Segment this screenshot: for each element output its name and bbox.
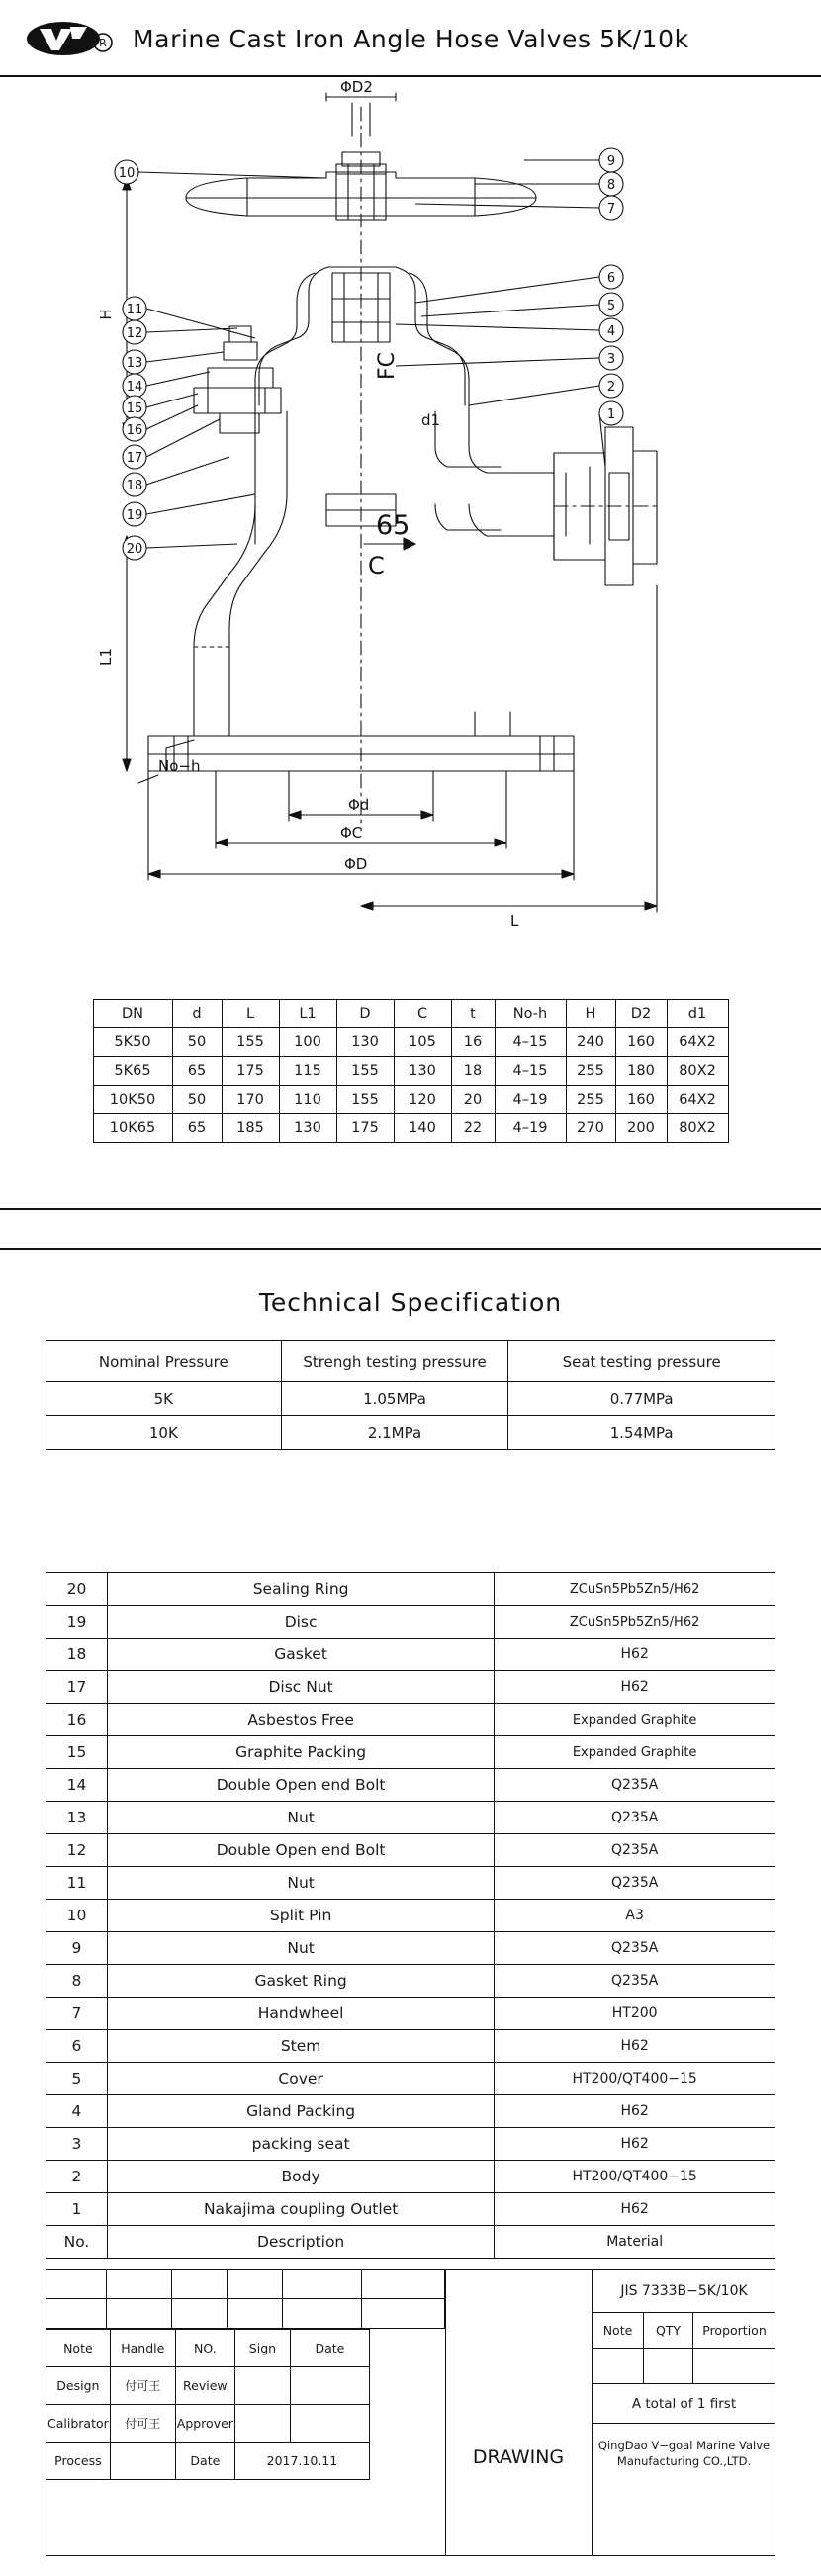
svg-text:Φd: Φd: [348, 796, 370, 814]
cell-item-no: 6: [46, 2030, 108, 2063]
svg-text:R: R: [99, 37, 107, 49]
cell-review-date: [290, 2367, 369, 2405]
cell-material: H62: [495, 2193, 775, 2226]
cell-approver-sign: [234, 2405, 290, 2443]
table-row: [46, 1867, 775, 1900]
table-row: [93, 1057, 728, 1086]
cell-item-no: 20: [46, 1573, 108, 1606]
cell-material: H62: [495, 2030, 775, 2063]
cell-H: 255: [566, 1057, 615, 1086]
bill-of-materials-container: [0, 1572, 821, 2259]
title-block-right: [592, 2269, 775, 2556]
cell-item-no: 16: [46, 1704, 108, 1736]
right-header-row: [593, 2313, 775, 2349]
cell-qty-value: [644, 2349, 693, 2383]
cell-approver-date: [290, 2405, 369, 2443]
cell-material: A3: [495, 1900, 775, 1932]
svg-text:17: 17: [126, 451, 143, 466]
cell-dn: 5K65: [93, 1057, 172, 1086]
svg-text:65: 65: [376, 510, 410, 541]
cell-t: 18: [451, 1057, 495, 1086]
table-row: [46, 1573, 775, 1606]
sheet-total: A total of 1 first: [593, 2384, 775, 2424]
cell-l: 185: [222, 1114, 279, 1143]
cell-material: HT200/QT400−15: [495, 2063, 775, 2095]
table-row: [46, 1704, 775, 1736]
cell-review-sign: [234, 2367, 290, 2405]
cell-D: 130: [336, 1028, 394, 1057]
table-row: [46, 1606, 775, 1639]
company-line-2: Manufacturing CO.,LTD.: [616, 2454, 752, 2468]
page-header: [0, 0, 821, 77]
cell-item-no: 18: [46, 1639, 108, 1671]
cell-material: Q235A: [495, 1769, 775, 1802]
header-divider: [0, 75, 821, 77]
cell-design-handle: 付可王: [110, 2367, 175, 2405]
cell-strength-pressure: 1.05MPa: [281, 1382, 508, 1416]
col-D: D: [336, 1000, 394, 1028]
cell-note-value: [593, 2349, 644, 2383]
cell-t: 16: [451, 1028, 495, 1057]
cell-description: Stem: [107, 2030, 494, 2063]
cell-handle-header: Handle: [110, 2330, 175, 2367]
table-row: [46, 1736, 775, 1769]
cell-description: packing seat: [107, 2128, 494, 2161]
cell-description: Nut: [107, 1932, 494, 1965]
technical-specification-container: [0, 1340, 821, 1450]
table-row: [46, 1900, 775, 1932]
cell-item-no: 14: [46, 1769, 108, 1802]
cell-C: 130: [394, 1057, 451, 1086]
table-row: [46, 1834, 775, 1867]
col-nominal-pressure: Nominal Pressure: [46, 1341, 282, 1382]
cell-no-h: 4–15: [495, 1057, 566, 1086]
svg-text:No−h: No−h: [158, 757, 201, 775]
cell-nominal-pressure: 10K: [46, 1416, 282, 1450]
cell-t: 20: [451, 1086, 495, 1114]
table-row: [46, 2128, 775, 2161]
cell-note-header-right: Note: [593, 2313, 644, 2348]
cell-D: 175: [336, 1114, 394, 1143]
cell-sign-header: Sign: [234, 2330, 290, 2367]
table-row: [46, 2161, 775, 2193]
cell-description: Double Open end Bolt: [107, 1769, 494, 1802]
cell-l1: 110: [279, 1086, 336, 1114]
svg-text:3: 3: [606, 352, 616, 367]
company-logo-icon: [26, 17, 121, 60]
cell-item-no: 12: [46, 1834, 108, 1867]
cell-item-no: 1: [46, 2193, 108, 2226]
table-header-row: [93, 1000, 728, 1028]
col-strength-testing-pressure: Strengh testing pressure: [281, 1341, 508, 1382]
col-dn: DN: [93, 1000, 172, 1028]
cell-description: Gasket Ring: [107, 1965, 494, 1998]
cell-strength-pressure: 2.1MPa: [281, 1416, 508, 1450]
cell-item-no: 11: [46, 1867, 108, 1900]
page-title: Marine Cast Iron Angle Hose Valves 5K/10k: [133, 24, 689, 53]
cell-l: 155: [222, 1028, 279, 1057]
col-seat-testing-pressure: Seat testing pressure: [508, 1341, 775, 1382]
svg-text:d1: d1: [421, 411, 441, 429]
col-d1: d1: [667, 1000, 728, 1028]
cell-description: Split Pin: [107, 1900, 494, 1932]
table-row: [46, 1416, 775, 1450]
col-no-h: No-h: [495, 1000, 566, 1028]
table-row: [93, 1114, 728, 1143]
cell-D2: 160: [615, 1086, 667, 1114]
section-divider-bottom: [0, 1248, 821, 1250]
cell-D: 155: [336, 1057, 394, 1086]
cell-H: 255: [566, 1086, 615, 1114]
svg-text:19: 19: [126, 508, 143, 523]
dimension-table: [93, 999, 729, 1143]
cell-role-design: Design: [46, 2367, 111, 2405]
title-block-header-row: [46, 2330, 370, 2367]
cell-C: 120: [394, 1086, 451, 1114]
svg-text:H: H: [97, 309, 115, 320]
title-block: [46, 2269, 775, 2556]
drawing-label: DRAWING: [472, 2446, 565, 2468]
table-row: [46, 1671, 775, 1704]
svg-text:ΦC: ΦC: [340, 824, 363, 842]
table-row: [46, 1802, 775, 1834]
title-block-left-table: [46, 2329, 370, 2480]
svg-text:11: 11: [126, 303, 143, 317]
table-row: [46, 1639, 775, 1671]
cell-l: 175: [222, 1057, 279, 1086]
cell-description: Body: [107, 2161, 494, 2193]
cell-dn: 10K65: [93, 1114, 172, 1143]
cell-footer-material: Material: [495, 2226, 775, 2259]
right-value-row: [593, 2349, 775, 2384]
svg-text:L1: L1: [97, 648, 115, 666]
svg-text:FC: FC: [375, 351, 400, 381]
cell-dn: 10K50: [93, 1086, 172, 1114]
cell-material: HT200/QT400−15: [495, 2161, 775, 2193]
cell-footer-no: No.: [46, 2226, 108, 2259]
cell-d: 65: [172, 1057, 222, 1086]
cell-material: Q235A: [495, 1802, 775, 1834]
svg-text:15: 15: [126, 401, 143, 416]
cell-d: 50: [172, 1086, 222, 1114]
col-l: L: [222, 1000, 279, 1028]
cell-material: H62: [495, 2095, 775, 2128]
cell-date-header: Date: [290, 2330, 369, 2367]
cell-d1: 64X2: [667, 1086, 728, 1114]
cell-material: H62: [495, 1671, 775, 1704]
cell-item-no: 3: [46, 2128, 108, 2161]
cell-l1: 130: [279, 1114, 336, 1143]
cell-no-h: 4–19: [495, 1114, 566, 1143]
cell-description: Asbestos Free: [107, 1704, 494, 1736]
cell-role-process: Process: [46, 2443, 111, 2480]
technical-specification-table: [46, 1340, 775, 1450]
cell-material: Q235A: [495, 1932, 775, 1965]
cell-D2: 200: [615, 1114, 667, 1143]
cell-item-no: 5: [46, 2063, 108, 2095]
cell-material: Q235A: [495, 1965, 775, 1998]
col-C: C: [394, 1000, 451, 1028]
col-d: d: [172, 1000, 222, 1028]
cell-H: 270: [566, 1114, 615, 1143]
cell-material: Q235A: [495, 1867, 775, 1900]
svg-text:16: 16: [126, 423, 143, 438]
technical-specification-title: Technical Specification: [258, 1288, 563, 1317]
cell-material: ZCuSn5Pb5Zn5/H62: [495, 1606, 775, 1639]
cell-D2: 180: [615, 1057, 667, 1086]
cell-proportion-header: Proportion: [702, 2323, 767, 2338]
cell-approver-label: Approver: [175, 2405, 234, 2443]
cell-material: Expanded Graphite: [495, 1704, 775, 1736]
cell-d1: 80X2: [667, 1057, 728, 1086]
company-line-1: QingDao V−goal Marine Valve: [597, 2439, 771, 2452]
cell-description: Sealing Ring: [107, 1573, 494, 1606]
section-divider-top: [0, 1208, 821, 1210]
title-block-vertical-divider: [445, 2269, 446, 2556]
title-block-row: [46, 2405, 370, 2443]
table-row: [93, 1086, 728, 1114]
cell-date-value: 2017.10.11: [234, 2443, 369, 2480]
svg-text:18: 18: [126, 479, 143, 493]
svg-text:2: 2: [606, 380, 616, 395]
cell-item-no: 15: [46, 1736, 108, 1769]
cell-description: Gland Packing: [107, 2095, 494, 2128]
svg-text:10: 10: [118, 166, 136, 181]
cell-note-header: Note: [46, 2330, 111, 2367]
svg-text:ΦD: ΦD: [344, 855, 368, 873]
cell-qty-header: QTY: [644, 2313, 693, 2348]
cell-seat-pressure: 1.54MPa: [508, 1416, 775, 1450]
cell-proportion-value: [693, 2349, 775, 2383]
svg-text:14: 14: [126, 380, 143, 395]
svg-text:7: 7: [606, 202, 616, 217]
cell-no-h: 4–19: [495, 1086, 566, 1114]
table-row: [46, 2063, 775, 2095]
cell-role-calibrator: Calibrator: [46, 2405, 111, 2443]
table-row: [46, 2193, 775, 2226]
dimension-table-container: [0, 999, 821, 1143]
svg-text:5: 5: [606, 299, 616, 313]
cell-item-no: 7: [46, 1998, 108, 2030]
cell-material: ZCuSn5Pb5Zn5/H62: [495, 1573, 775, 1606]
cell-review-label: Review: [175, 2367, 234, 2405]
svg-text:ΦD2: ΦD2: [340, 79, 373, 96]
col-H: H: [566, 1000, 615, 1028]
cell-C: 140: [394, 1114, 451, 1143]
cell-item-no: 19: [46, 1606, 108, 1639]
cell-d: 65: [172, 1114, 222, 1143]
cell-d1: 64X2: [667, 1028, 728, 1057]
cell-description: Double Open end Bolt: [107, 1834, 494, 1867]
revision-grid: [46, 2269, 445, 2329]
cell-dn: 5K50: [93, 1028, 172, 1057]
cell-D2: 160: [615, 1028, 667, 1057]
cell-process-handle: [110, 2443, 175, 2480]
cell-description: Disc Nut: [107, 1671, 494, 1704]
bill-of-materials-table: [46, 1572, 775, 2259]
cell-material: H62: [495, 2128, 775, 2161]
svg-text:L: L: [510, 912, 519, 930]
cell-description: Graphite Packing: [107, 1736, 494, 1769]
table-row: [46, 1382, 775, 1416]
cell-l1: 100: [279, 1028, 336, 1057]
svg-text:9: 9: [606, 154, 616, 169]
cell-description: Disc: [107, 1606, 494, 1639]
table-row: [46, 1769, 775, 1802]
cell-item-no: 13: [46, 1802, 108, 1834]
company-name: [593, 2424, 775, 2469]
cell-material: HT200: [495, 1998, 775, 2030]
cell-C: 105: [394, 1028, 451, 1057]
svg-text:8: 8: [606, 178, 616, 193]
table-row: [46, 1932, 775, 1965]
cell-description: Handwheel: [107, 1998, 494, 2030]
cell-d: 50: [172, 1028, 222, 1057]
table-header-row: [46, 1341, 775, 1382]
cell-l1: 115: [279, 1057, 336, 1086]
cell-H: 240: [566, 1028, 615, 1057]
cell-calibrator-handle: 付可王: [110, 2405, 175, 2443]
svg-text:20: 20: [126, 542, 143, 557]
cell-description: Nut: [107, 1867, 494, 1900]
cell-seat-pressure: 0.77MPa: [508, 1382, 775, 1416]
svg-text:4: 4: [606, 324, 616, 339]
table-footer-row: [46, 2226, 775, 2259]
col-D2: D2: [615, 1000, 667, 1028]
cell-footer-description: Description: [107, 2226, 494, 2259]
cell-material: Q235A: [495, 1834, 775, 1867]
cell-date-label: Date: [175, 2443, 234, 2480]
cell-t: 22: [451, 1114, 495, 1143]
standard-code: JIS 7333B−5K/10K: [593, 2269, 775, 2313]
cell-no-h: 4–15: [495, 1028, 566, 1057]
cell-nominal-pressure: 5K: [46, 1382, 282, 1416]
cell-description: Gasket: [107, 1639, 494, 1671]
col-t: t: [451, 1000, 495, 1028]
cell-description: Cover: [107, 2063, 494, 2095]
table-row: [46, 1998, 775, 2030]
table-row: [46, 1965, 775, 1998]
svg-text:6: 6: [606, 271, 616, 286]
table-row: [46, 2095, 775, 2128]
title-block-row: [46, 2367, 370, 2405]
title-block-row: [46, 2443, 370, 2480]
cell-material: Expanded Graphite: [495, 1736, 775, 1769]
cell-no-header: NO.: [175, 2330, 234, 2367]
svg-text:13: 13: [126, 356, 143, 371]
cell-D: 155: [336, 1086, 394, 1114]
cell-item-no: 8: [46, 1965, 108, 1998]
table-row: [46, 2030, 775, 2063]
col-l1: L1: [279, 1000, 336, 1028]
cell-l: 170: [222, 1086, 279, 1114]
svg-text:C: C: [368, 552, 385, 579]
cell-item-no: 9: [46, 1932, 108, 1965]
svg-text:12: 12: [126, 326, 143, 341]
cell-item-no: 2: [46, 2161, 108, 2193]
cell-item-no: 4: [46, 2095, 108, 2128]
valve-technical-drawing: [0, 79, 821, 999]
cell-material: H62: [495, 1639, 775, 1671]
cell-item-no: 17: [46, 1671, 108, 1704]
cell-description: Nut: [107, 1802, 494, 1834]
cell-item-no: 10: [46, 1900, 108, 1932]
cell-d1: 80X2: [667, 1114, 728, 1143]
svg-text:1: 1: [606, 407, 616, 422]
table-row: [93, 1028, 728, 1057]
cell-description: Nakajima coupling Outlet: [107, 2193, 494, 2226]
